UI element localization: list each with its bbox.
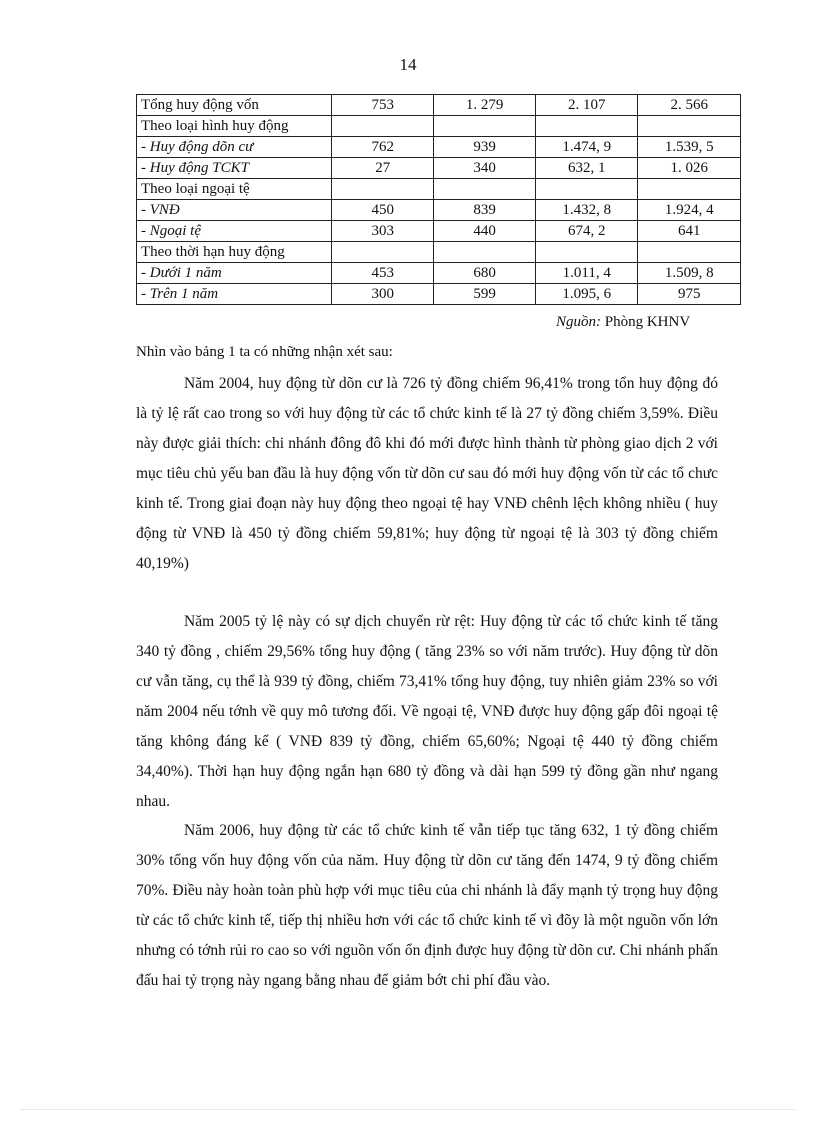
cell-2007	[638, 242, 741, 263]
paragraph-2005: Năm 2005 tỷ lệ này có sự dịch chuyển rừ rệt: Huy động từ các tổ chức kinh tế tăng 340 tỷ đồng , chiếm 29,56% tổng huy động ( tăng 23% so với năm trước). Huy động từ dõn cư vẫn tăng, cụ thể là 939 tỷ đồng, chiếm 73,41% tổng huy động, tuy nhiên giảm 23% so với năm 2004 nếu tớnh về quy mô tương đối. Về ngoại tệ, VNĐ được huy động gấp đôi ngoại tệ tăng không đáng kể ( VNĐ 839 tỷ đồng, chiếm 65,60%; Ngoại tệ 440 tỷ đồng chiếm 34,40%). Thời hạn huy động ngắn hạn 680 tỷ đồng và dài hạn 599 tỷ đồng gần như ngang nhau.	[136, 613, 718, 810]
row-label: - Dưới 1 năm	[137, 263, 332, 284]
cell-2006: 1.095, 6	[535, 284, 637, 305]
source-label: Nguồn:	[556, 314, 601, 330]
cell-2004	[332, 179, 434, 200]
row-label: - Huy động TCKT	[137, 158, 332, 179]
cell-2005: 939	[434, 137, 536, 158]
table-row	[137, 137, 741, 158]
cell-2005	[434, 116, 536, 137]
cell-2007	[638, 116, 741, 137]
cell-2007: 1.539, 5	[638, 137, 741, 158]
cell-2004	[332, 116, 434, 137]
cell-2007: 1. 026	[638, 158, 741, 179]
cell-2005	[434, 242, 536, 263]
cell-2005: 599	[434, 284, 536, 305]
intro-sentence: Nhìn vào bảng 1 ta có những nhận xét sau:	[136, 344, 393, 360]
row-label: Tổng huy động vốn	[137, 95, 332, 116]
cell-2007: 975	[638, 284, 741, 305]
source-value: Phòng KHNV	[604, 314, 691, 330]
cell-2007: 1.509, 8	[638, 263, 741, 284]
paragraph-2004: Năm 2004, huy động từ dõn cư là 726 tỷ đồng chiếm 96,41% trong tổn huy động đó là tỷ lệ rất cao trong so với huy động từ các tổ chức kinh tế là 27 tỷ đồng chiếm 3,59%. Điều này được giải thích: chi nhánh đông đô khi đó mới được hình thành từ phòng giao dịch 2 với mục tiêu chủ yếu ban đầu là huy động vốn từ dõn cư sau đó mới huy động vốn từ các tổ chưc kinh tế. Trong giai đoạn này huy động theo ngoại tệ hay VNĐ chênh lệch không nhiều ( huy động từ VNĐ là 450 tỷ đồng chiếm 59,81%; huy động từ ngoại tệ là 303 tỷ đồng chiếm 40,19%)	[136, 375, 718, 572]
cell-2004: 450	[332, 200, 434, 221]
cell-2004: 303	[332, 221, 434, 242]
table-row	[137, 263, 741, 284]
cell-2004: 753	[332, 95, 434, 116]
table-body	[137, 95, 741, 305]
table-row	[137, 242, 741, 263]
cell-2004: 300	[332, 284, 434, 305]
cell-2006: 632, 1	[535, 158, 637, 179]
table-row	[137, 158, 741, 179]
cell-2005	[434, 179, 536, 200]
row-label: - Trên 1 năm	[137, 284, 332, 305]
cell-2006	[535, 242, 637, 263]
table-row	[137, 95, 741, 116]
table-row	[137, 284, 741, 305]
cell-2004: 453	[332, 263, 434, 284]
page-bottom-divider	[20, 1109, 796, 1110]
cell-2004: 762	[332, 137, 434, 158]
cell-2006: 2. 107	[535, 95, 637, 116]
cell-2006: 1.011, 4	[535, 263, 637, 284]
row-label: - VNĐ	[137, 200, 332, 221]
table-source	[556, 314, 690, 331]
cell-2004	[332, 242, 434, 263]
row-label: Theo loại hình huy động	[137, 116, 332, 137]
cell-2007: 2. 566	[638, 95, 741, 116]
cell-2005: 680	[434, 263, 536, 284]
cell-2006: 1.474, 9	[535, 137, 637, 158]
capital-mobilization-table	[136, 94, 741, 305]
table-row	[137, 179, 741, 200]
table-row	[137, 221, 741, 242]
cell-2007: 641	[638, 221, 741, 242]
row-label: Theo loại ngoại tệ	[137, 179, 332, 200]
cell-2006: 1.432, 8	[535, 200, 637, 221]
cell-2005: 839	[434, 200, 536, 221]
cell-2006	[535, 179, 637, 200]
cell-2006	[535, 116, 637, 137]
page-number: 14	[399, 55, 417, 74]
paragraph-2006: Năm 2006, huy động từ các tổ chức kinh tế vẫn tiếp tục tăng 632, 1 tỷ đồng chiếm 30% tổng vốn huy động vốn của năm. Huy động từ dõn cư tăng đến 1474, 9 tỷ đồng chiếm 70%. Điều này hoàn toàn phù hợp với mục tiêu của chi nhánh là đẩy mạnh tỷ trọng huy động từ các tổ chức kinh tế, tiếp thị nhiều hơn với các tổ chức kinh tế vì đõy là một nguồn vốn lớn nhưng có tớnh rủi ro cao so với nguồn vốn ổn định được huy động từ dõn cư. Chi nhánh phấn đấu hai tỷ trọng này ngang bằng nhau để giảm bớt chi phí đầu vào.	[136, 822, 718, 989]
cell-2007: 1.924, 4	[638, 200, 741, 221]
cell-2005: 1. 279	[434, 95, 536, 116]
cell-2005: 340	[434, 158, 536, 179]
cell-2006: 674, 2	[535, 221, 637, 242]
table-row	[137, 116, 741, 137]
cell-2007	[638, 179, 741, 200]
row-label: - Huy động dõn cư	[137, 137, 332, 158]
cell-2005: 440	[434, 221, 536, 242]
row-label: - Ngoại tệ	[137, 221, 332, 242]
cell-2004: 27	[332, 158, 434, 179]
row-label: Theo thời hạn huy động	[137, 242, 332, 263]
table-row	[137, 200, 741, 221]
